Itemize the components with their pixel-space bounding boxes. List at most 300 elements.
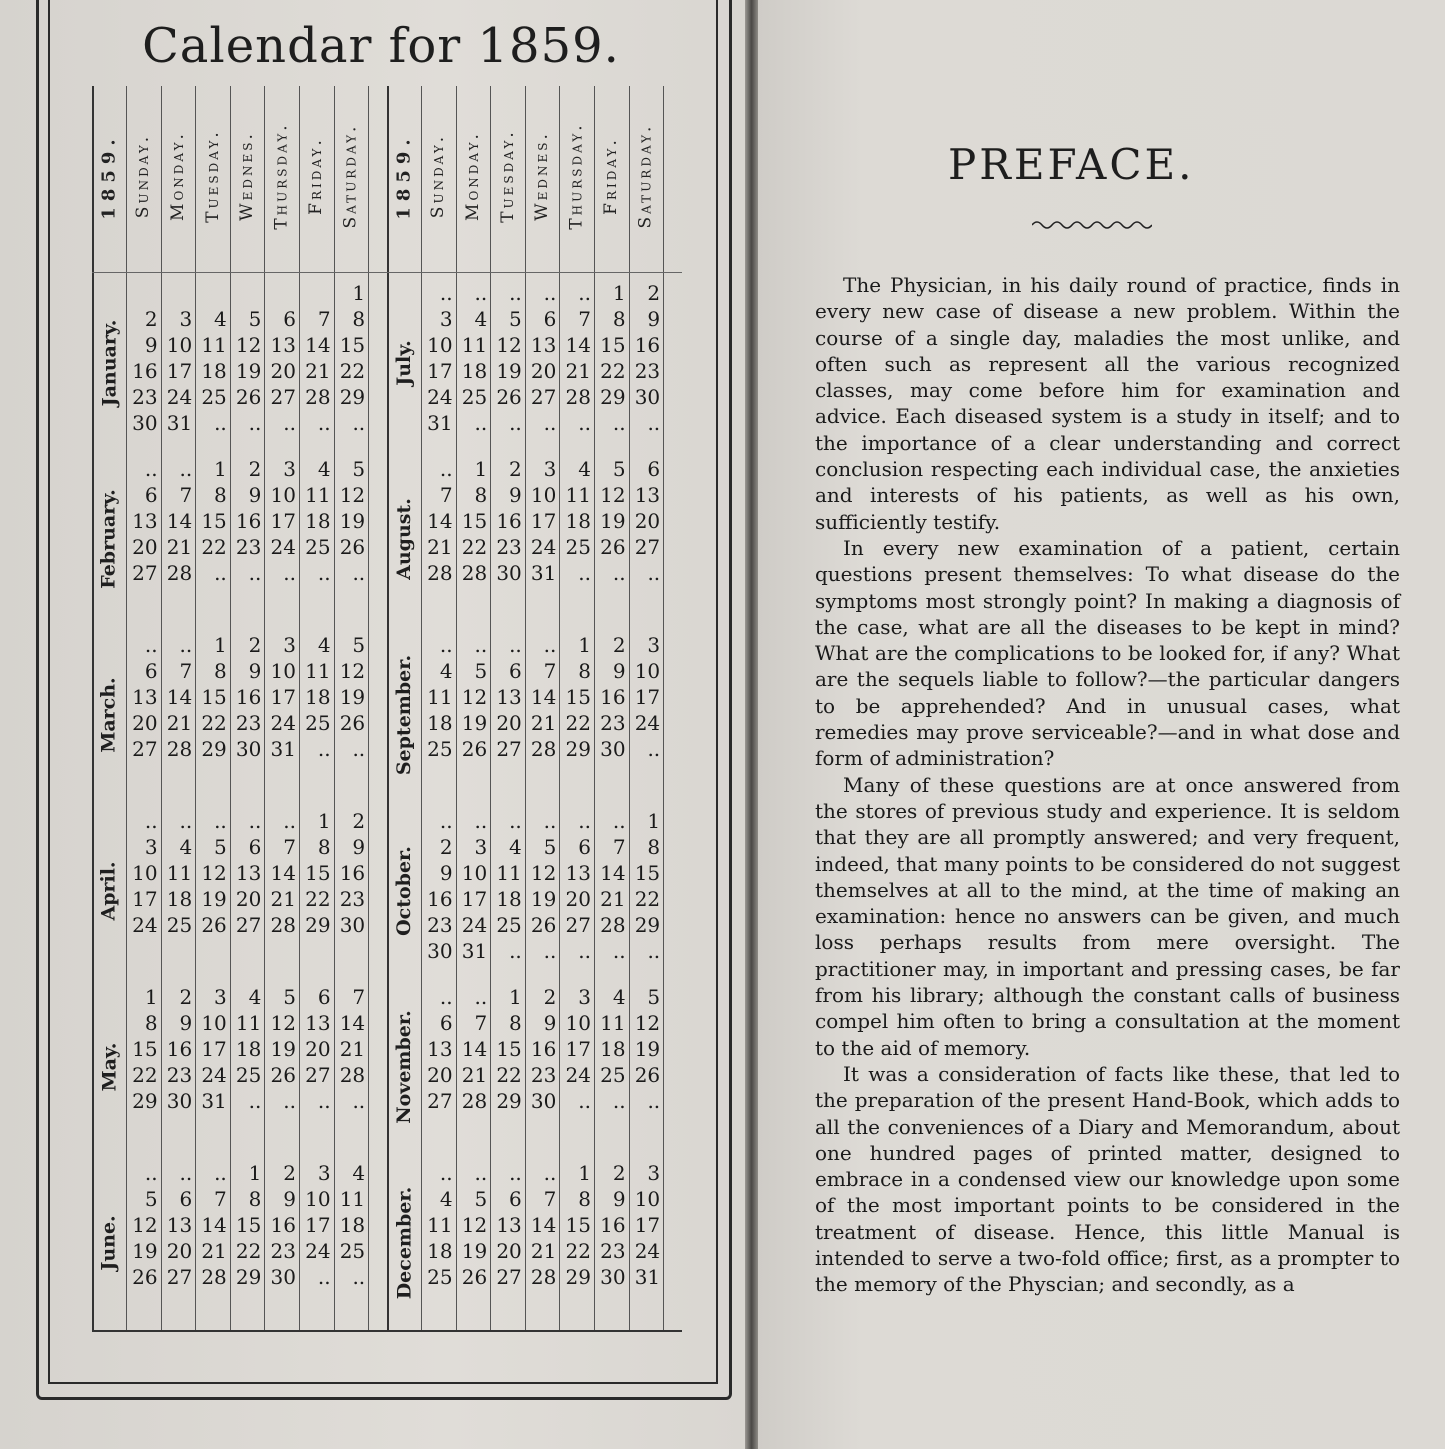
day-cell: 6 xyxy=(439,1011,453,1035)
day-cell: 30 xyxy=(427,939,453,963)
month-label xyxy=(387,280,421,446)
preface-body xyxy=(815,272,1400,1298)
day-cell: 14 xyxy=(339,1011,366,1035)
day-cell: 28 xyxy=(565,385,591,409)
day-row xyxy=(421,834,663,860)
day-header xyxy=(421,86,456,266)
day-cell: 16 xyxy=(530,1037,557,1061)
day-cell xyxy=(264,280,299,306)
day-cell: 11 xyxy=(496,861,522,885)
day-cell: 11 xyxy=(427,1213,453,1237)
day-row xyxy=(421,658,663,684)
day-cell: 24 xyxy=(270,535,296,559)
day-cell: .. xyxy=(578,281,591,305)
day-cell: 1 xyxy=(352,281,366,305)
day-cell: .. xyxy=(647,561,661,585)
day-row xyxy=(421,410,663,436)
day-cell: .. xyxy=(144,633,158,657)
day-cell: 23 xyxy=(600,711,626,735)
day-cell: 12 xyxy=(496,333,522,357)
day-cell: 15 xyxy=(600,333,626,357)
month-name: January. xyxy=(98,319,121,407)
day-cell: 6 xyxy=(647,457,661,481)
day-cell: 3 xyxy=(283,457,296,481)
day-cell: 2 xyxy=(612,1161,626,1185)
day-cell: 22 xyxy=(305,887,331,911)
day-row xyxy=(126,1062,368,1088)
day-cell: 4 xyxy=(439,1187,453,1211)
day-cell: 19 xyxy=(235,359,262,383)
day-cell: 18 xyxy=(339,1213,366,1237)
day-cell: .. xyxy=(283,561,296,585)
day-cell: 22 xyxy=(634,887,661,911)
day-row xyxy=(421,1062,663,1088)
day-cell: 17 xyxy=(461,887,488,911)
day-cell: 27 xyxy=(427,1089,453,1113)
day-cell: 16 xyxy=(339,861,366,885)
day-cell: 7 xyxy=(543,659,557,683)
calendar-title: Calendar for 1859. xyxy=(142,18,620,74)
day-row xyxy=(421,1160,663,1186)
day-cell: 6 xyxy=(248,835,262,859)
day-header xyxy=(334,86,369,266)
day-cell: 26 xyxy=(339,711,366,735)
day-cell: 9 xyxy=(248,483,262,507)
day-cell: 24 xyxy=(634,711,661,735)
day-cell: .. xyxy=(352,561,366,585)
day-cell: 4 xyxy=(509,835,522,859)
day-header xyxy=(594,86,629,266)
day-row xyxy=(421,306,663,332)
day-cell: .. xyxy=(647,737,661,761)
day-header xyxy=(629,86,664,266)
day-cell: 23 xyxy=(235,711,262,735)
day-cell: 1 xyxy=(474,457,488,481)
day-cell: 1 xyxy=(509,985,522,1009)
day-cell: 26 xyxy=(201,913,227,937)
day-cell: 22 xyxy=(461,535,488,559)
day-cell: 28 xyxy=(530,737,557,761)
day-cell: 4 xyxy=(317,457,331,481)
day-row xyxy=(126,632,368,658)
calendar-grid xyxy=(92,86,682,1332)
day-cell: 28 xyxy=(461,1089,488,1113)
day-cell: 2 xyxy=(647,281,661,305)
day-cell: 7 xyxy=(283,835,296,859)
day-cell: 31 xyxy=(166,411,193,435)
day-cell: 27 xyxy=(166,1265,193,1289)
day-cell: 19 xyxy=(600,509,626,533)
year-header xyxy=(92,86,126,266)
day-cell: 2 xyxy=(248,633,262,657)
day-cell: .. xyxy=(283,1089,296,1113)
day-cell: 24 xyxy=(634,1239,661,1263)
day-cell: 31 xyxy=(461,939,488,963)
day-cell: 21 xyxy=(201,1239,227,1263)
day-cell: .. xyxy=(179,809,193,833)
day-cell: 24 xyxy=(427,385,453,409)
day-cell: .. xyxy=(439,633,453,657)
day-cell: .. xyxy=(612,1089,626,1113)
day-row xyxy=(421,482,663,508)
day-cell: 21 xyxy=(530,1239,557,1263)
day-cell: 14 xyxy=(565,333,591,357)
day-cell: 15 xyxy=(339,333,366,357)
day-cell: 13 xyxy=(235,861,262,885)
day-cell: 15 xyxy=(565,1213,591,1237)
day-cell: 3 xyxy=(214,985,227,1009)
day-cell: 29 xyxy=(305,913,331,937)
day-cell: 20 xyxy=(530,359,557,383)
day-cell: 26 xyxy=(132,1265,158,1289)
day-cell: .. xyxy=(179,1161,193,1185)
day-cell: 31 xyxy=(634,1265,661,1289)
day-cell: .. xyxy=(474,985,488,1009)
month-name: July. xyxy=(393,340,415,386)
preface-title: PREFACE. xyxy=(948,140,1195,189)
day-cell: 16 xyxy=(427,887,453,911)
day-cell: 24 xyxy=(305,1239,331,1263)
day-cell: 8 xyxy=(317,835,331,859)
day-cell: 10 xyxy=(461,861,488,885)
day-cell: 8 xyxy=(509,1011,522,1035)
day-cell: 19 xyxy=(461,1239,488,1263)
month-name: October. xyxy=(393,846,416,936)
day-cell: 5 xyxy=(647,985,661,1009)
day-cell: 30 xyxy=(530,1089,557,1113)
day-cell: 11 xyxy=(461,333,488,357)
day-cell: 27 xyxy=(634,535,661,559)
day-row xyxy=(126,1264,368,1290)
day-cell: 1 xyxy=(612,281,626,305)
day-cell: 9 xyxy=(283,1187,296,1211)
day-cell: 18 xyxy=(461,359,488,383)
month-label xyxy=(387,1160,421,1326)
day-cell: .. xyxy=(612,809,626,833)
day-cell: 12 xyxy=(461,685,488,709)
day-cell: 1 xyxy=(647,809,661,833)
day-cell: 31 xyxy=(270,737,296,761)
day-cell: 29 xyxy=(634,913,661,937)
day-cell: .. xyxy=(214,561,227,585)
day-cell: 28 xyxy=(530,1265,557,1289)
day-cell: 9 xyxy=(439,861,453,885)
day-cell: 22 xyxy=(600,359,626,383)
day-cell: 18 xyxy=(235,1037,262,1061)
day-row xyxy=(126,332,368,358)
day-cell: 8 xyxy=(248,1187,262,1211)
day-cell: 1 xyxy=(214,633,227,657)
day-cell: 22 xyxy=(132,1063,158,1087)
day-row xyxy=(126,560,368,586)
day-cell: .. xyxy=(509,809,522,833)
day-cell: 21 xyxy=(530,711,557,735)
day-name: Wednes. xyxy=(237,131,258,221)
day-cell: .. xyxy=(612,411,626,435)
day-name: Wednes. xyxy=(532,131,553,221)
day-cell: 2 xyxy=(283,1161,296,1185)
day-cell: 25 xyxy=(461,385,488,409)
month-label xyxy=(387,984,421,1150)
day-cell: .. xyxy=(509,411,522,435)
day-cell: 16 xyxy=(600,1213,626,1237)
month-label xyxy=(92,456,126,622)
day-cell: 7 xyxy=(474,1011,488,1035)
day-cell: 18 xyxy=(496,887,522,911)
day-cell: .. xyxy=(578,809,591,833)
day-cell: 20 xyxy=(496,1239,522,1263)
month-label xyxy=(387,456,421,622)
day-cell: .. xyxy=(317,1265,331,1289)
day-cell: 14 xyxy=(201,1213,227,1237)
day-row xyxy=(421,938,663,964)
day-cell: .. xyxy=(317,411,331,435)
day-cell: 25 xyxy=(166,913,193,937)
day-cell: 1 xyxy=(317,809,331,833)
day-cell: 25 xyxy=(339,1239,366,1263)
day-cell: .. xyxy=(352,737,366,761)
day-cell: 31 xyxy=(201,1089,227,1113)
day-cell: 25 xyxy=(427,1265,453,1289)
day-cell: 8 xyxy=(214,659,227,683)
day-header xyxy=(456,86,491,266)
day-header xyxy=(195,86,230,266)
day-cell: 4 xyxy=(474,307,488,331)
day-cell: 28 xyxy=(270,913,296,937)
day-cell: 10 xyxy=(305,1187,331,1211)
day-cell: 25 xyxy=(235,1063,262,1087)
day-cell: 16 xyxy=(235,509,262,533)
day-cell: 21 xyxy=(305,359,331,383)
day-cell: 12 xyxy=(339,659,366,683)
day-cell: 16 xyxy=(634,333,661,357)
day-cell: 8 xyxy=(578,1187,591,1211)
day-cell: 17 xyxy=(530,509,557,533)
book-gutter xyxy=(745,0,758,1449)
day-cell: 13 xyxy=(530,333,557,357)
day-cell: 30 xyxy=(166,1089,193,1113)
day-cell: 3 xyxy=(179,307,193,331)
day-cell xyxy=(230,280,265,306)
year-header xyxy=(387,86,421,266)
day-cell: 9 xyxy=(612,1187,626,1211)
day-row xyxy=(421,456,663,482)
day-cell: 20 xyxy=(496,711,522,735)
day-cell: .. xyxy=(144,457,158,481)
day-cell: 21 xyxy=(565,359,591,383)
day-cell: 7 xyxy=(214,1187,227,1211)
day-cell: 21 xyxy=(461,1063,488,1087)
day-row xyxy=(126,808,368,834)
day-cell: 23 xyxy=(530,1063,557,1087)
year-label: 1859. xyxy=(98,132,120,220)
day-cell: 8 xyxy=(474,483,488,507)
day-cell: 30 xyxy=(270,1265,296,1289)
day-name: Sunday. xyxy=(428,133,449,219)
day-cell: 5 xyxy=(283,985,296,1009)
day-cell: 22 xyxy=(565,711,591,735)
day-cell: 27 xyxy=(565,913,591,937)
day-row xyxy=(126,1036,368,1062)
day-cell: .. xyxy=(352,411,366,435)
day-cell: 28 xyxy=(305,385,331,409)
day-cell: 4 xyxy=(578,457,591,481)
day-cell: 26 xyxy=(530,913,557,937)
day-cell: 24 xyxy=(201,1063,227,1087)
day-cell: 27 xyxy=(305,1063,331,1087)
day-cell: 28 xyxy=(461,561,488,585)
day-cell: 6 xyxy=(509,659,522,683)
day-row xyxy=(126,358,368,384)
day-row xyxy=(126,384,368,410)
day-cell: 2 xyxy=(612,633,626,657)
day-cell xyxy=(195,280,230,306)
day-row xyxy=(421,508,663,534)
day-cell: 17 xyxy=(634,685,661,709)
day-cell: 24 xyxy=(461,913,488,937)
day-cell: 17 xyxy=(270,509,296,533)
day-cell: 3 xyxy=(144,835,158,859)
day-cell: 14 xyxy=(461,1037,488,1061)
preface-paragraph: In every new examination of a patient, certain questions present themselves: To what disease do the symptoms most strongly point? In making a diagnosis of the case, what are all the diseases to be kept in mind? What are the complications to be looked for, if any? What are the sequels liable to follow?—the particular dangers to be apprehended? And in unusual cases, what remedies may prove serviceable?—and in what dose and form of administration? xyxy=(815,535,1400,771)
day-cell: 18 xyxy=(427,711,453,735)
day-cell: .. xyxy=(474,1161,488,1185)
day-cell: 28 xyxy=(166,561,193,585)
day-cell: 10 xyxy=(201,1011,227,1035)
day-cell: 15 xyxy=(305,861,331,885)
day-cell: 19 xyxy=(461,711,488,735)
day-row xyxy=(126,410,368,436)
day-row xyxy=(126,1010,368,1036)
month-name: September. xyxy=(393,654,416,776)
day-cell: 16 xyxy=(132,359,158,383)
day-cell: 6 xyxy=(144,483,158,507)
day-row xyxy=(421,808,663,834)
day-cell: .. xyxy=(509,939,522,963)
day-cell: 11 xyxy=(235,1011,262,1035)
day-cell: 1 xyxy=(248,1161,262,1185)
day-cell: 22 xyxy=(201,535,227,559)
day-cell: 12 xyxy=(235,333,262,357)
day-cell: 16 xyxy=(600,685,626,709)
day-cell: 12 xyxy=(270,1011,296,1035)
day-cell: 23 xyxy=(339,887,366,911)
day-cell: 31 xyxy=(530,561,557,585)
day-name: Sunday. xyxy=(133,133,154,219)
day-row xyxy=(126,1186,368,1212)
day-cell: 12 xyxy=(201,861,227,885)
day-cell: 27 xyxy=(235,913,262,937)
day-row xyxy=(126,736,368,762)
day-cell: 19 xyxy=(132,1239,158,1263)
day-cell: 28 xyxy=(339,1063,366,1087)
day-cell: 28 xyxy=(166,737,193,761)
day-cell: .. xyxy=(283,411,296,435)
day-row xyxy=(126,456,368,482)
day-cell: 3 xyxy=(647,633,661,657)
day-cell: 10 xyxy=(427,333,453,357)
day-name: Tuesday. xyxy=(497,129,518,223)
day-cell: 21 xyxy=(270,887,296,911)
day-cell: 26 xyxy=(270,1063,296,1087)
day-cell: 30 xyxy=(339,913,366,937)
day-cell: 17 xyxy=(305,1213,331,1237)
day-cell: 24 xyxy=(166,385,193,409)
day-row xyxy=(126,508,368,534)
day-cell: 9 xyxy=(179,1011,193,1035)
day-cell: .. xyxy=(439,1161,453,1185)
day-cell: 6 xyxy=(144,659,158,683)
day-name: Saturday. xyxy=(340,123,361,229)
day-cell: 29 xyxy=(201,737,227,761)
day-cell: 29 xyxy=(235,1265,262,1289)
day-cell: 12 xyxy=(600,483,626,507)
day-cell: .. xyxy=(612,561,626,585)
day-row xyxy=(421,534,663,560)
day-cell: 1 xyxy=(578,1161,591,1185)
day-cell: 4 xyxy=(612,985,626,1009)
month-label xyxy=(92,1160,126,1326)
day-cell: 23 xyxy=(634,359,661,383)
day-cell: 28 xyxy=(427,561,453,585)
day-cell: 4 xyxy=(352,1161,366,1185)
day-cell: .. xyxy=(509,1161,522,1185)
day-cell: 8 xyxy=(612,307,626,331)
day-cell: 14 xyxy=(270,861,296,885)
day-cell: 15 xyxy=(496,1037,522,1061)
day-row xyxy=(126,1088,368,1114)
day-header xyxy=(299,86,334,266)
day-cell: 10 xyxy=(270,483,296,507)
day-cell: .. xyxy=(543,809,557,833)
day-cell: 29 xyxy=(565,737,591,761)
month-label xyxy=(92,808,126,974)
day-cell: .. xyxy=(317,561,331,585)
day-cell: 13 xyxy=(132,685,158,709)
day-cell: .. xyxy=(647,411,661,435)
day-cell: 5 xyxy=(248,307,262,331)
day-cell: 13 xyxy=(305,1011,331,1035)
day-row xyxy=(421,1238,663,1264)
month-name: June. xyxy=(98,1215,121,1271)
day-cell: 7 xyxy=(179,483,193,507)
day-cell: 25 xyxy=(201,385,227,409)
day-cell: 19 xyxy=(339,685,366,709)
day-cell: 23 xyxy=(270,1239,296,1263)
day-row xyxy=(421,332,663,358)
day-cell: .. xyxy=(543,411,557,435)
day-cell: .. xyxy=(439,985,453,1009)
day-cell: 5 xyxy=(214,835,227,859)
month-label xyxy=(92,280,126,446)
day-cell: 2 xyxy=(439,835,453,859)
day-cell: 4 xyxy=(317,633,331,657)
day-cell: 26 xyxy=(634,1063,661,1087)
day-cell: 14 xyxy=(166,509,193,533)
day-cell: 6 xyxy=(317,985,331,1009)
day-cell: 2 xyxy=(509,457,522,481)
day-row xyxy=(421,736,663,762)
day-cell: 10 xyxy=(634,1187,661,1211)
day-cell: 9 xyxy=(509,483,522,507)
day-cell: 20 xyxy=(634,509,661,533)
ornament-rule xyxy=(1032,218,1152,232)
day-row xyxy=(421,632,663,658)
day-cell: .. xyxy=(543,939,557,963)
day-cell: 10 xyxy=(166,333,193,357)
day-cell: 3 xyxy=(578,985,591,1009)
day-cell: 5 xyxy=(474,659,488,683)
